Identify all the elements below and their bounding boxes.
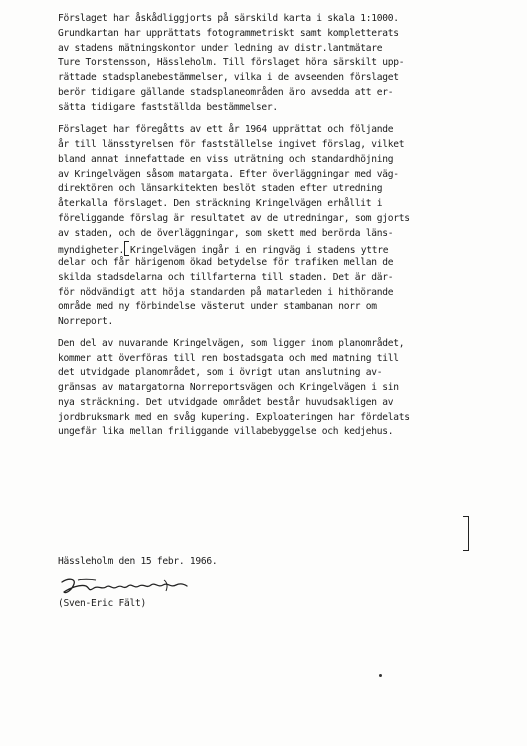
text-line: Ture Torstensson, Hässleholm. Till förslaget höra särskilt upp- (58, 57, 405, 69)
text-line: gränsas av matargatorna Norreportsvägen och Kringelvägen i sin (58, 382, 399, 393)
handwritten-closing-bracket (463, 516, 469, 551)
ink-dot (379, 674, 382, 677)
text-line: skilda stadsdelarna och tillfarterna till staden. Det är där- (58, 271, 394, 283)
handwritten-signature (60, 576, 190, 598)
text-line: sätta tidigare fastställda bestämmelser. (58, 101, 278, 113)
text-line: område med ny förbindelse västerut under stambanan norr om (58, 301, 377, 313)
place-date: Hässleholm den 15 febr. 1966. (58, 556, 218, 567)
text-line: av Kringelvägen såsom matargata. Efter överläggningar med väg- (58, 168, 399, 180)
text-line: Förslaget har åskådliggjorts på särskild karta i skala 1:1000. (58, 13, 399, 24)
text-line: delar och får härigenom ökad betydelse för trafiken mellan de (58, 257, 394, 268)
text-line: jordbruksmark med en svåg kupering. Exploateringen har fördelats (58, 411, 410, 423)
text-fragment: Kringelvägen ingår i en ringväg i stadens yttre (129, 245, 389, 257)
text-line: bland annat innefattade en viss uträtning och standardhöjning (58, 153, 394, 165)
text-line: Den del av nuvarande Kringelvägen, som ligger inom planområdet, (58, 337, 405, 349)
text-line: år till länsstyrelsen för fastställelse ingivet förslag, vilket (58, 139, 405, 150)
text-line: av staden, och de överläggningar, som skett med berörda läns- (58, 227, 394, 239)
text-fragment: myndigheter. (58, 245, 124, 257)
document-body (58, 12, 513, 440)
text-line: föreliggande förslag är resultatet av de utredningar, som gjorts (58, 212, 410, 224)
paragraph-history (58, 123, 513, 330)
text-line: rättade stadsplanebestämmelser, vilka i de avseenden förslaget (58, 72, 399, 83)
signer-name: (Sven-Eric Fält) (58, 598, 146, 609)
text-line: ungefär lika mellan friliggande villabebyggelse och kedjehus. (58, 426, 394, 438)
paragraph-road-use (58, 337, 513, 440)
handwritten-bracket-mark (124, 241, 129, 256)
text-line: återkalla förslaget. Den sträckning Kringelvägen erhållit i (58, 198, 383, 209)
text-line: Norreport. (58, 316, 113, 327)
text-line: berör tidigare gällande stadsplaneområden äro avsedda att er- (58, 86, 394, 98)
text-line: Förslaget har föregåtts av ett år 1964 upprättat och följande (58, 124, 394, 136)
text-line: nya sträckning. Det utvidgade området består huvudsakligen av (58, 396, 394, 408)
text-line: kommer att överföras till ren bostadsgata och med matning till (58, 352, 399, 364)
text-line: direktören och länsarkitekten beslöt staden efter utredning (58, 183, 383, 195)
text-line-with-bracket (58, 241, 513, 256)
text-line: av stadens mätningskontor under ledning av distr.lantmätare (58, 42, 383, 54)
text-line: Grundkartan har upprättats fotogrammetriskt samt kompletterats (58, 27, 399, 39)
text-line: för nödvändigt att höja standarden på matarleden i hithörande (58, 286, 394, 298)
paragraph-plan-map (58, 12, 513, 115)
text-line: det utvidgade planområdet, som i övrigt utan anslutning av- (58, 367, 383, 379)
